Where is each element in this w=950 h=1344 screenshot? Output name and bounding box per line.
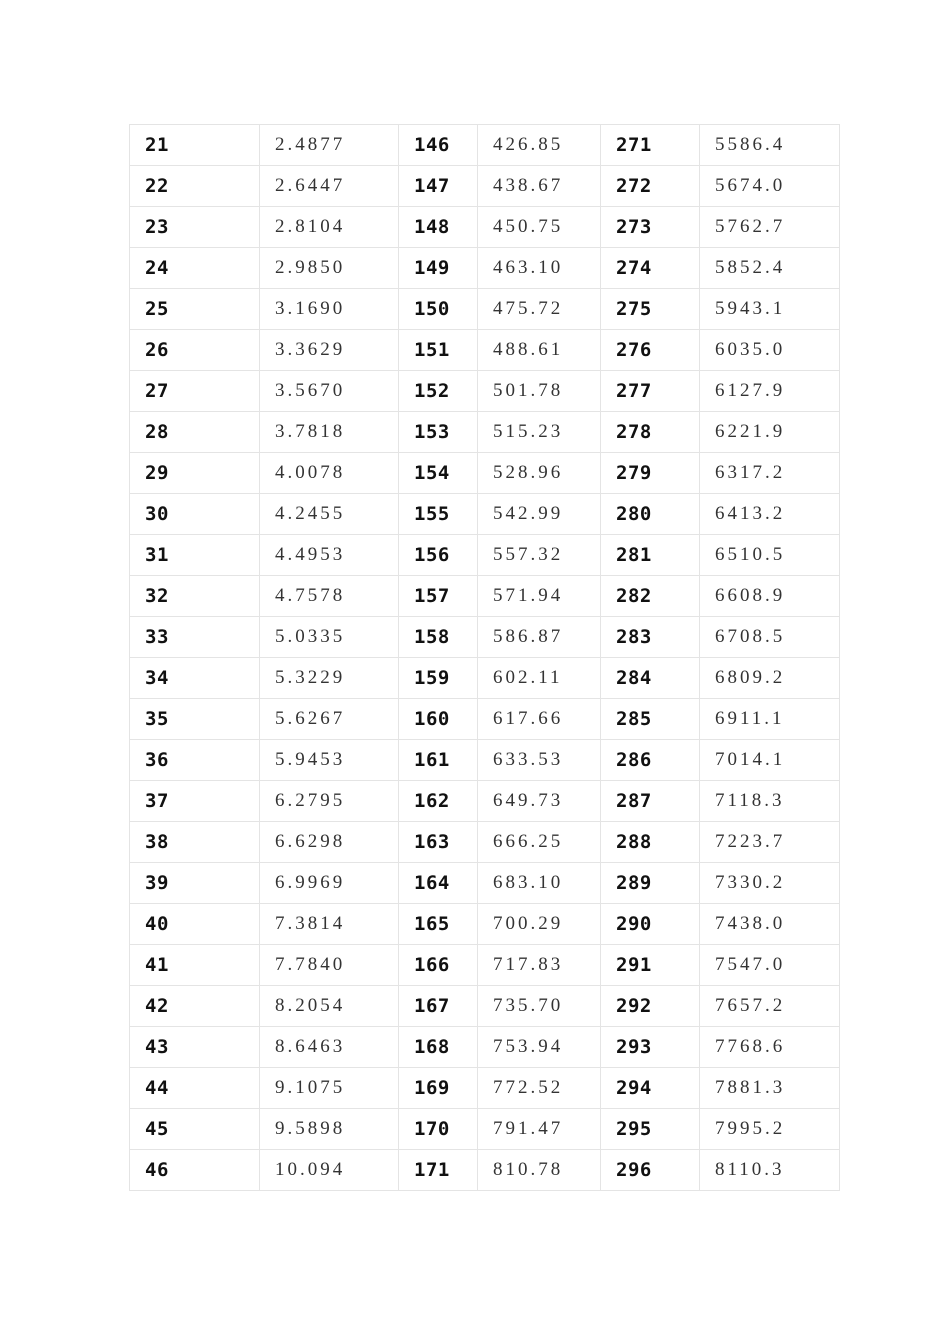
table-cell-key-c: 279 [601, 453, 700, 494]
table-cell-key-b: 159 [399, 658, 478, 699]
table-cell-key-a: 24 [130, 248, 260, 289]
table-cell-value-b: 438.67 [478, 166, 601, 207]
table-cell-key-a: 36 [130, 740, 260, 781]
table-cell-key-c: 284 [601, 658, 700, 699]
table-row [130, 904, 840, 945]
table-cell-value-a: 2.9850 [260, 248, 399, 289]
table-row [130, 453, 840, 494]
table-cell-value-c: 6317.2 [700, 453, 840, 494]
table-cell-key-b: 167 [399, 986, 478, 1027]
table-cell-key-b: 168 [399, 1027, 478, 1068]
table-cell-value-a: 4.7578 [260, 576, 399, 617]
table-cell-key-a: 30 [130, 494, 260, 535]
table-cell-key-c: 275 [601, 289, 700, 330]
table-cell-value-c: 6708.5 [700, 617, 840, 658]
table-cell-key-b: 169 [399, 1068, 478, 1109]
table-cell-key-a: 23 [130, 207, 260, 248]
table-cell-key-a: 33 [130, 617, 260, 658]
table-cell-value-a: 8.2054 [260, 986, 399, 1027]
table-cell-value-a: 9.5898 [260, 1109, 399, 1150]
table-cell-key-c: 293 [601, 1027, 700, 1068]
table-cell-key-c: 280 [601, 494, 700, 535]
table-cell-value-b: 791.47 [478, 1109, 601, 1150]
table-cell-key-a: 37 [130, 781, 260, 822]
table-row [130, 330, 840, 371]
table-cell-value-c: 7438.0 [700, 904, 840, 945]
table-cell-key-b: 147 [399, 166, 478, 207]
table-cell-value-b: 633.53 [478, 740, 601, 781]
table-row [130, 535, 840, 576]
table-cell-key-b: 153 [399, 412, 478, 453]
table-cell-key-c: 292 [601, 986, 700, 1027]
table-cell-key-c: 272 [601, 166, 700, 207]
table-row [130, 945, 840, 986]
table-cell-key-c: 286 [601, 740, 700, 781]
table-cell-value-c: 6510.5 [700, 535, 840, 576]
table-cell-key-a: 39 [130, 863, 260, 904]
table-cell-key-c: 281 [601, 535, 700, 576]
table-cell-value-b: 772.52 [478, 1068, 601, 1109]
table-cell-key-a: 38 [130, 822, 260, 863]
table-cell-key-a: 35 [130, 699, 260, 740]
table-cell-value-a: 10.094 [260, 1150, 399, 1191]
table-cell-value-b: 557.32 [478, 535, 601, 576]
table-cell-value-a: 7.3814 [260, 904, 399, 945]
table-cell-key-b: 158 [399, 617, 478, 658]
table-cell-value-c: 5943.1 [700, 289, 840, 330]
table-cell-key-c: 283 [601, 617, 700, 658]
table-cell-value-c: 6413.2 [700, 494, 840, 535]
table-cell-value-b: 463.10 [478, 248, 601, 289]
table-cell-key-b: 166 [399, 945, 478, 986]
table-body [130, 125, 840, 1191]
table-cell-key-c: 285 [601, 699, 700, 740]
table-cell-value-c: 6221.9 [700, 412, 840, 453]
table-cell-value-a: 3.7818 [260, 412, 399, 453]
table-cell-key-a: 25 [130, 289, 260, 330]
table-cell-key-c: 288 [601, 822, 700, 863]
table-cell-key-a: 43 [130, 1027, 260, 1068]
table-cell-value-c: 5762.7 [700, 207, 840, 248]
table-row [130, 986, 840, 1027]
table-cell-key-c: 274 [601, 248, 700, 289]
table-cell-value-c: 5852.4 [700, 248, 840, 289]
table-row [130, 1150, 840, 1191]
table-cell-value-c: 7768.6 [700, 1027, 840, 1068]
table-row [130, 166, 840, 207]
table-cell-value-c: 7330.2 [700, 863, 840, 904]
table-cell-key-b: 170 [399, 1109, 478, 1150]
table-row [130, 125, 840, 166]
table-cell-value-b: 515.23 [478, 412, 601, 453]
table-cell-key-a: 46 [130, 1150, 260, 1191]
table-cell-key-a: 45 [130, 1109, 260, 1150]
table-cell-value-a: 7.7840 [260, 945, 399, 986]
table-cell-value-b: 700.29 [478, 904, 601, 945]
table-cell-key-b: 154 [399, 453, 478, 494]
table-cell-key-c: 290 [601, 904, 700, 945]
table-cell-value-c: 7223.7 [700, 822, 840, 863]
table-cell-key-b: 152 [399, 371, 478, 412]
table-cell-key-a: 44 [130, 1068, 260, 1109]
table-cell-key-b: 148 [399, 207, 478, 248]
table-cell-value-b: 426.85 [478, 125, 601, 166]
table-cell-key-c: 271 [601, 125, 700, 166]
table-cell-value-a: 5.3229 [260, 658, 399, 699]
table-cell-key-b: 149 [399, 248, 478, 289]
table-cell-value-a: 8.6463 [260, 1027, 399, 1068]
table-cell-value-b: 717.83 [478, 945, 601, 986]
table-cell-value-b: 666.25 [478, 822, 601, 863]
table-cell-key-c: 282 [601, 576, 700, 617]
table-cell-value-b: 542.99 [478, 494, 601, 535]
table-cell-key-b: 171 [399, 1150, 478, 1191]
table-cell-value-a: 5.0335 [260, 617, 399, 658]
table-cell-value-c: 6911.1 [700, 699, 840, 740]
table-cell-key-a: 28 [130, 412, 260, 453]
table-cell-value-a: 5.9453 [260, 740, 399, 781]
table-cell-value-a: 6.9969 [260, 863, 399, 904]
table-cell-value-a: 2.4877 [260, 125, 399, 166]
table-cell-value-b: 753.94 [478, 1027, 601, 1068]
table-row [130, 289, 840, 330]
table-cell-value-a: 6.2795 [260, 781, 399, 822]
table-row [130, 740, 840, 781]
table-cell-value-c: 7657.2 [700, 986, 840, 1027]
table-cell-value-b: 586.87 [478, 617, 601, 658]
table-cell-value-b: 450.75 [478, 207, 601, 248]
table-cell-value-a: 2.6447 [260, 166, 399, 207]
table-cell-value-c: 6809.2 [700, 658, 840, 699]
table-cell-key-a: 34 [130, 658, 260, 699]
table-cell-value-b: 571.94 [478, 576, 601, 617]
table-cell-value-b: 528.96 [478, 453, 601, 494]
table-cell-value-c: 7881.3 [700, 1068, 840, 1109]
table-cell-key-b: 146 [399, 125, 478, 166]
table-cell-value-c: 5674.0 [700, 166, 840, 207]
table-cell-value-b: 649.73 [478, 781, 601, 822]
table-row [130, 617, 840, 658]
table-cell-key-b: 165 [399, 904, 478, 945]
table-cell-key-b: 163 [399, 822, 478, 863]
table-cell-key-a: 29 [130, 453, 260, 494]
table-cell-key-b: 155 [399, 494, 478, 535]
table-cell-value-a: 6.6298 [260, 822, 399, 863]
table-cell-value-c: 6035.0 [700, 330, 840, 371]
table-cell-value-c: 6127.9 [700, 371, 840, 412]
table-cell-value-a: 4.4953 [260, 535, 399, 576]
table-row [130, 494, 840, 535]
table-cell-key-b: 151 [399, 330, 478, 371]
table-cell-key-b: 157 [399, 576, 478, 617]
table-cell-value-c: 6608.9 [700, 576, 840, 617]
table-cell-value-b: 475.72 [478, 289, 601, 330]
table-row [130, 658, 840, 699]
table-cell-value-b: 735.70 [478, 986, 601, 1027]
table-cell-value-c: 8110.3 [700, 1150, 840, 1191]
table-row [130, 699, 840, 740]
table-cell-value-b: 617.66 [478, 699, 601, 740]
table-cell-key-b: 164 [399, 863, 478, 904]
data-table-container [129, 124, 839, 1191]
table-row [130, 371, 840, 412]
table-cell-key-a: 31 [130, 535, 260, 576]
table-cell-key-c: 295 [601, 1109, 700, 1150]
table-cell-key-b: 150 [399, 289, 478, 330]
table-cell-value-c: 5586.4 [700, 125, 840, 166]
table-cell-key-a: 40 [130, 904, 260, 945]
table-row [130, 1068, 840, 1109]
table-cell-key-b: 160 [399, 699, 478, 740]
table-cell-value-c: 7118.3 [700, 781, 840, 822]
table-cell-key-b: 156 [399, 535, 478, 576]
table-cell-value-b: 602.11 [478, 658, 601, 699]
table-cell-key-a: 22 [130, 166, 260, 207]
data-table [129, 124, 840, 1191]
table-cell-key-a: 21 [130, 125, 260, 166]
table-cell-key-a: 42 [130, 986, 260, 1027]
table-row [130, 1109, 840, 1150]
table-row [130, 248, 840, 289]
table-cell-key-a: 41 [130, 945, 260, 986]
table-cell-value-a: 4.0078 [260, 453, 399, 494]
table-cell-value-c: 7014.1 [700, 740, 840, 781]
table-cell-value-b: 501.78 [478, 371, 601, 412]
table-cell-key-c: 277 [601, 371, 700, 412]
table-cell-value-c: 7547.0 [700, 945, 840, 986]
table-cell-value-a: 9.1075 [260, 1068, 399, 1109]
table-cell-value-a: 4.2455 [260, 494, 399, 535]
table-cell-key-c: 291 [601, 945, 700, 986]
table-row [130, 822, 840, 863]
table-cell-value-a: 3.5670 [260, 371, 399, 412]
table-cell-value-c: 7995.2 [700, 1109, 840, 1150]
table-cell-key-c: 294 [601, 1068, 700, 1109]
table-cell-key-c: 276 [601, 330, 700, 371]
table-cell-key-c: 289 [601, 863, 700, 904]
table-row [130, 863, 840, 904]
table-cell-key-c: 296 [601, 1150, 700, 1191]
table-cell-key-a: 26 [130, 330, 260, 371]
table-cell-key-a: 27 [130, 371, 260, 412]
table-row [130, 207, 840, 248]
table-cell-key-b: 162 [399, 781, 478, 822]
table-cell-value-a: 2.8104 [260, 207, 399, 248]
table-row [130, 576, 840, 617]
table-cell-key-c: 278 [601, 412, 700, 453]
table-row [130, 412, 840, 453]
table-row [130, 1027, 840, 1068]
table-row [130, 781, 840, 822]
table-cell-value-b: 683.10 [478, 863, 601, 904]
table-cell-value-a: 5.6267 [260, 699, 399, 740]
table-cell-key-c: 273 [601, 207, 700, 248]
table-cell-key-c: 287 [601, 781, 700, 822]
table-cell-key-a: 32 [130, 576, 260, 617]
table-cell-value-a: 3.1690 [260, 289, 399, 330]
table-cell-value-b: 488.61 [478, 330, 601, 371]
table-cell-key-b: 161 [399, 740, 478, 781]
table-cell-value-b: 810.78 [478, 1150, 601, 1191]
table-cell-value-a: 3.3629 [260, 330, 399, 371]
